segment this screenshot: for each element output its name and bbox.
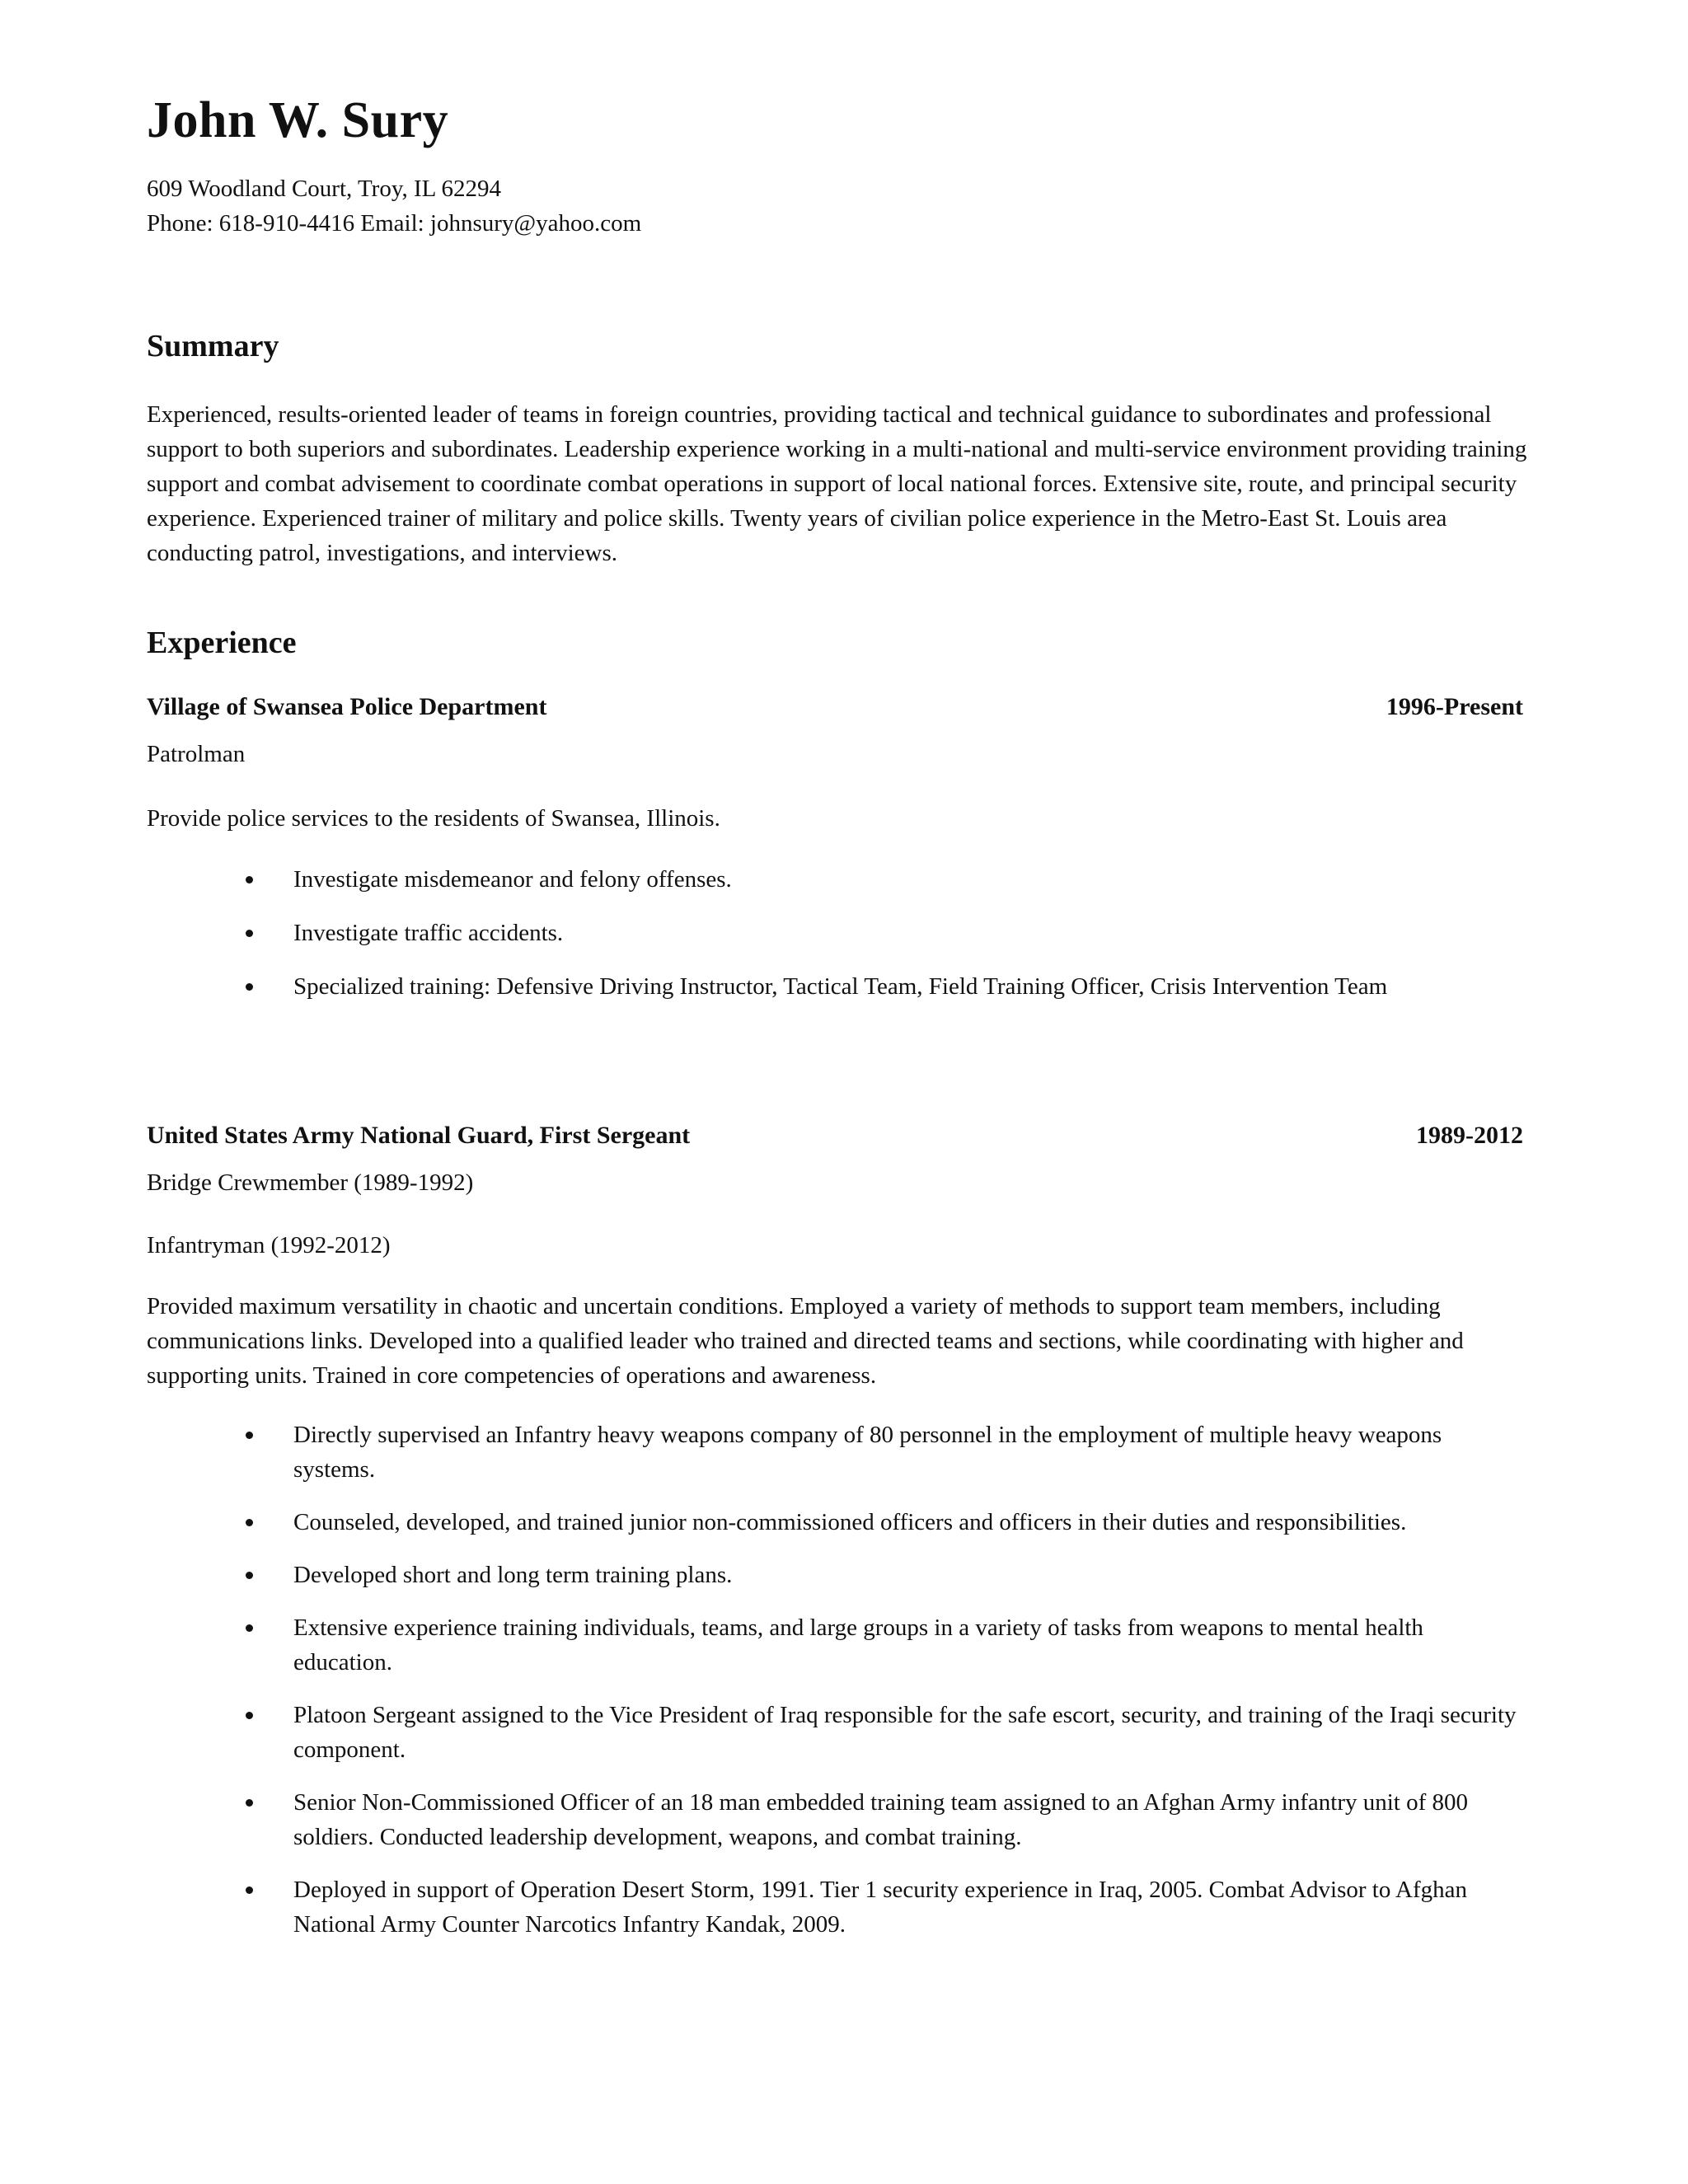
job-dates: 1996-Present [1386, 693, 1523, 720]
list-item: Extensive experience training individuals, teams, and large groups in a variety of tasks from weapons to mental health education. [147, 1610, 1523, 1680]
job-role: Infantryman (1992-2012) [147, 1232, 391, 1258]
list-item: Specialized training: Defensive Driving Instructor, Tactical Team, Field Training Officer, Crisis Intervention Team [147, 969, 1523, 1004]
job-description: Provide police services to the residents of Swansea, Illinois. [147, 805, 720, 832]
list-item: Developed short and long term training plans. [147, 1558, 1523, 1592]
bullet-icon [246, 930, 253, 937]
job-header-swansea [147, 692, 1523, 722]
list-item: Platoon Sergeant assigned to the Vice President of Iraq responsible for the safe escort, security, and training of the Iraqi security component. [147, 1698, 1523, 1767]
list-item: Investigate misdemeanor and felony offenses. [147, 862, 1523, 897]
list-item: Investigate traffic accidents. [147, 916, 1523, 950]
contact-line: Phone: 618-910-4416 Email: johnsury@yahoo.com [147, 210, 642, 237]
bullet-icon [246, 1799, 253, 1807]
list-item: Senior Non-Commissioned Officer of an 18 man embedded training team assigned to an Afghan Army infantry unit of 800 soldiers. Conducted leadership development, weapons, and combat training. [147, 1785, 1523, 1854]
experience-heading: Experience [147, 626, 297, 660]
job-dates: 1989-2012 [1416, 1122, 1523, 1149]
list-item: Counseled, developed, and trained junior non-commissioned officers and officers in their duties and responsibilities. [147, 1505, 1523, 1540]
bullet-icon [246, 983, 253, 991]
job-header-army [147, 1121, 1523, 1151]
employer-name: United States Army National Guard, First Sergeant [147, 1122, 691, 1149]
bullet-icon [246, 1432, 253, 1439]
job-bullets-army [147, 1418, 1523, 1942]
job-role: Bridge Crewmember (1989-1992) [147, 1169, 474, 1196]
candidate-name: John W. Sury [147, 92, 449, 148]
employer-name: Village of Swansea Police Department [147, 693, 547, 720]
address-line: 609 Woodland Court, Troy, IL 62294 [147, 176, 502, 202]
bullet-icon [246, 1624, 253, 1632]
bullet-icon [246, 1519, 253, 1526]
list-item: Deployed in support of Operation Desert Storm, 1991. Tier 1 security experience in Iraq, 2005. Combat Advisor to Afghan National Army Counter Narcotics Infantry Kandak, 2009. [147, 1872, 1523, 1942]
bullet-icon [246, 1572, 253, 1579]
job-description: Provided maximum versatility in chaotic and uncertain conditions. Employed a variety of methods to support team members, including communications links. Developed into a qualified leader who trained and directed teams and sections, while coordinating with higher and supporting units. Trained in core competencies of operations and awareness. [147, 1293, 1464, 1389]
bullet-icon [246, 876, 253, 883]
summary-heading: Summary [147, 329, 279, 363]
list-item: Directly supervised an Infantry heavy weapons company of 80 personnel in the employment of multiple heavy weapons systems. [147, 1418, 1523, 1487]
job-role: Patrolman [147, 741, 246, 767]
job-bullets-swansea [147, 862, 1523, 1004]
bullet-icon [246, 1712, 253, 1719]
summary-text: Experienced, results-oriented leader of teams in foreign countries, providing tactical and technical guidance to subordinates and professional support to both superiors and subordinates. Leadership experience working in a multi-national and multi-service environment providing training support and combat advisement to coordinate combat operations in support of local national forces. Extensive site, route, and principal security experience. Experienced trainer of military and police skills. Twenty years of civilian police experience in the Metro-East St. Louis area conducting patrol, investigations, and interviews. [147, 401, 1527, 566]
bullet-icon [246, 1886, 253, 1894]
